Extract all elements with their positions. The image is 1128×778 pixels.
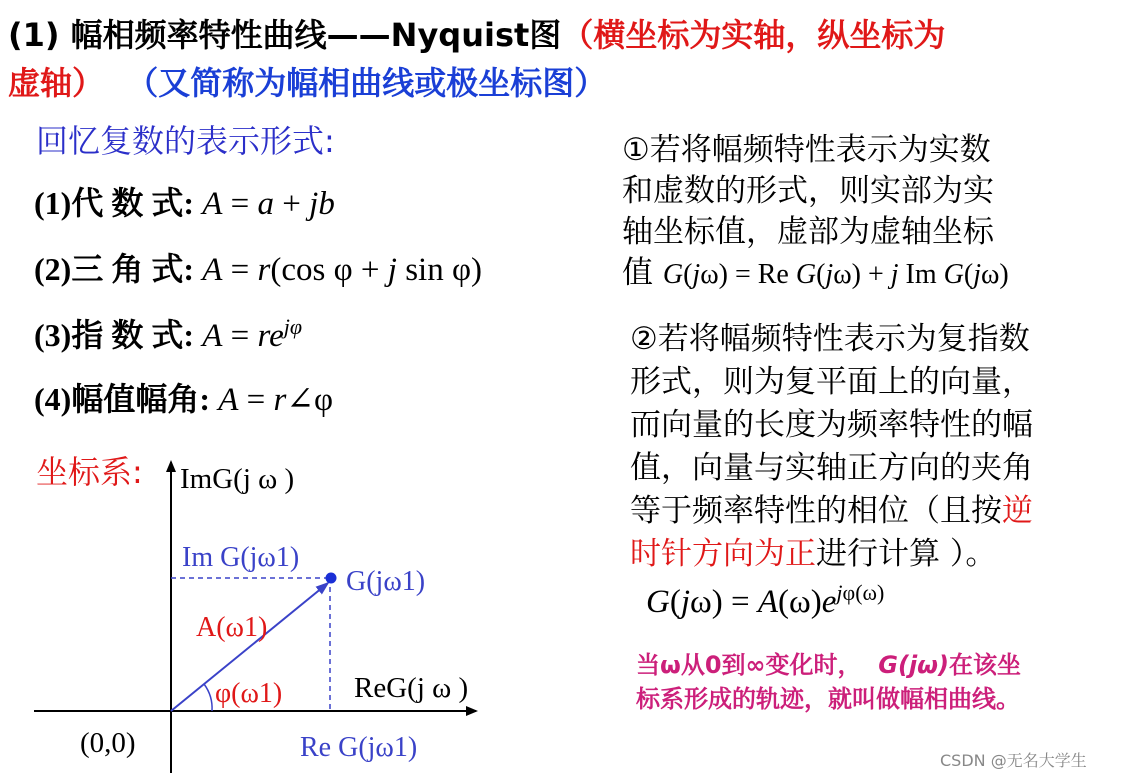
text-line: ①若将幅频特性表示为实数: [622, 132, 991, 168]
text-line: 和虚数的形式，则实部为实: [622, 173, 994, 209]
text-line: 而向量的长度为频率特性的幅: [630, 407, 1033, 443]
text-line: ②若将幅频特性表示为复指数: [630, 321, 1030, 357]
form-trigonometric: (2)三 角 式: A = r(cos φ + j sin φ): [34, 251, 482, 288]
re-component-label: Re G(jω1): [300, 732, 418, 763]
form-expr: A: [202, 318, 223, 354]
exponential-equation: $G(j\omega) = A(\omega)e^{j\varphi(\omega)}$: [646, 580, 885, 620]
text-fragment-red: 时针方向为正: [630, 536, 816, 572]
text-line: 轴坐标值，虚部为虚轴坐标: [622, 214, 994, 250]
title-note-blue: （又简称为幅相曲线或极坐标图）: [126, 64, 607, 102]
point1-paragraph: [622, 130, 1122, 295]
text-fragment: 当ω从0到∞变化时，: [636, 651, 862, 679]
title-note-red-cont: 虚轴）: [8, 64, 105, 102]
text-fragment: 值: [622, 255, 653, 291]
text-line: [630, 533, 1110, 576]
recall-heading: 回忆复数的表示形式:: [36, 122, 335, 160]
text-line: [630, 490, 1110, 533]
form-expr: A: [202, 186, 223, 222]
im-component-label: Im G(jω1): [182, 542, 300, 573]
point2-paragraph: [630, 318, 1110, 576]
point-label: G(jω1): [346, 566, 426, 597]
form-label: (4)幅值幅角:: [34, 381, 210, 417]
text-fragment: G(jω): [878, 651, 950, 679]
title-main: (1) 幅相频率特性曲线——Nyquist图: [8, 16, 562, 54]
form-exponential: (3)指 数 式: $A = re^{j\varphi}$: [34, 314, 303, 354]
x-axis-label: ReG(j ω ): [354, 672, 469, 704]
text-line: [636, 648, 1021, 682]
point1-equation: G(jω) = Re G(jω) + j Im G(jω): [662, 259, 1009, 290]
form-expr: A: [202, 252, 223, 288]
text-line: 标系形成的轨迹，就叫做幅相曲线。: [636, 685, 1020, 713]
angle-label: φ(ω1): [215, 678, 283, 709]
text-fragment: 等于频率特性的相位（且按: [630, 493, 1002, 529]
text-line: 值，向量与实轴正方向的夹角: [630, 450, 1033, 486]
origin-label: (0,0): [80, 727, 136, 759]
text-line: [622, 253, 1122, 295]
form-label: (3)指 数 式:: [34, 317, 194, 353]
watermark: CSDN @无名大学生: [940, 751, 1087, 770]
definition-note: [636, 648, 1021, 716]
text-fragment: 进行计算 ）。: [816, 536, 997, 572]
title-note-red: （横坐标为实轴，纵坐标为: [561, 16, 946, 54]
form-polar: (4)幅值幅角: A = r∠φ: [34, 381, 334, 418]
coordinate-heading: 坐标系:: [36, 453, 143, 491]
angle-arc: [204, 684, 212, 711]
text-fragment-red: 逆: [1002, 493, 1033, 529]
form-label: (2)三 角 式:: [34, 251, 194, 287]
text-fragment: 在该坐: [949, 651, 1022, 679]
magnitude-label: A(ω1): [196, 612, 268, 643]
form-label: (1)代 数 式:: [34, 185, 194, 221]
text-line: 形式，则为复平面上的向量，: [630, 364, 1033, 400]
form-expr: A: [218, 382, 239, 418]
form-algebraic: (1)代 数 式: A = a + jb: [34, 185, 335, 222]
y-axis-label: ImG(j ω ): [180, 463, 295, 495]
point-marker: [326, 573, 337, 584]
